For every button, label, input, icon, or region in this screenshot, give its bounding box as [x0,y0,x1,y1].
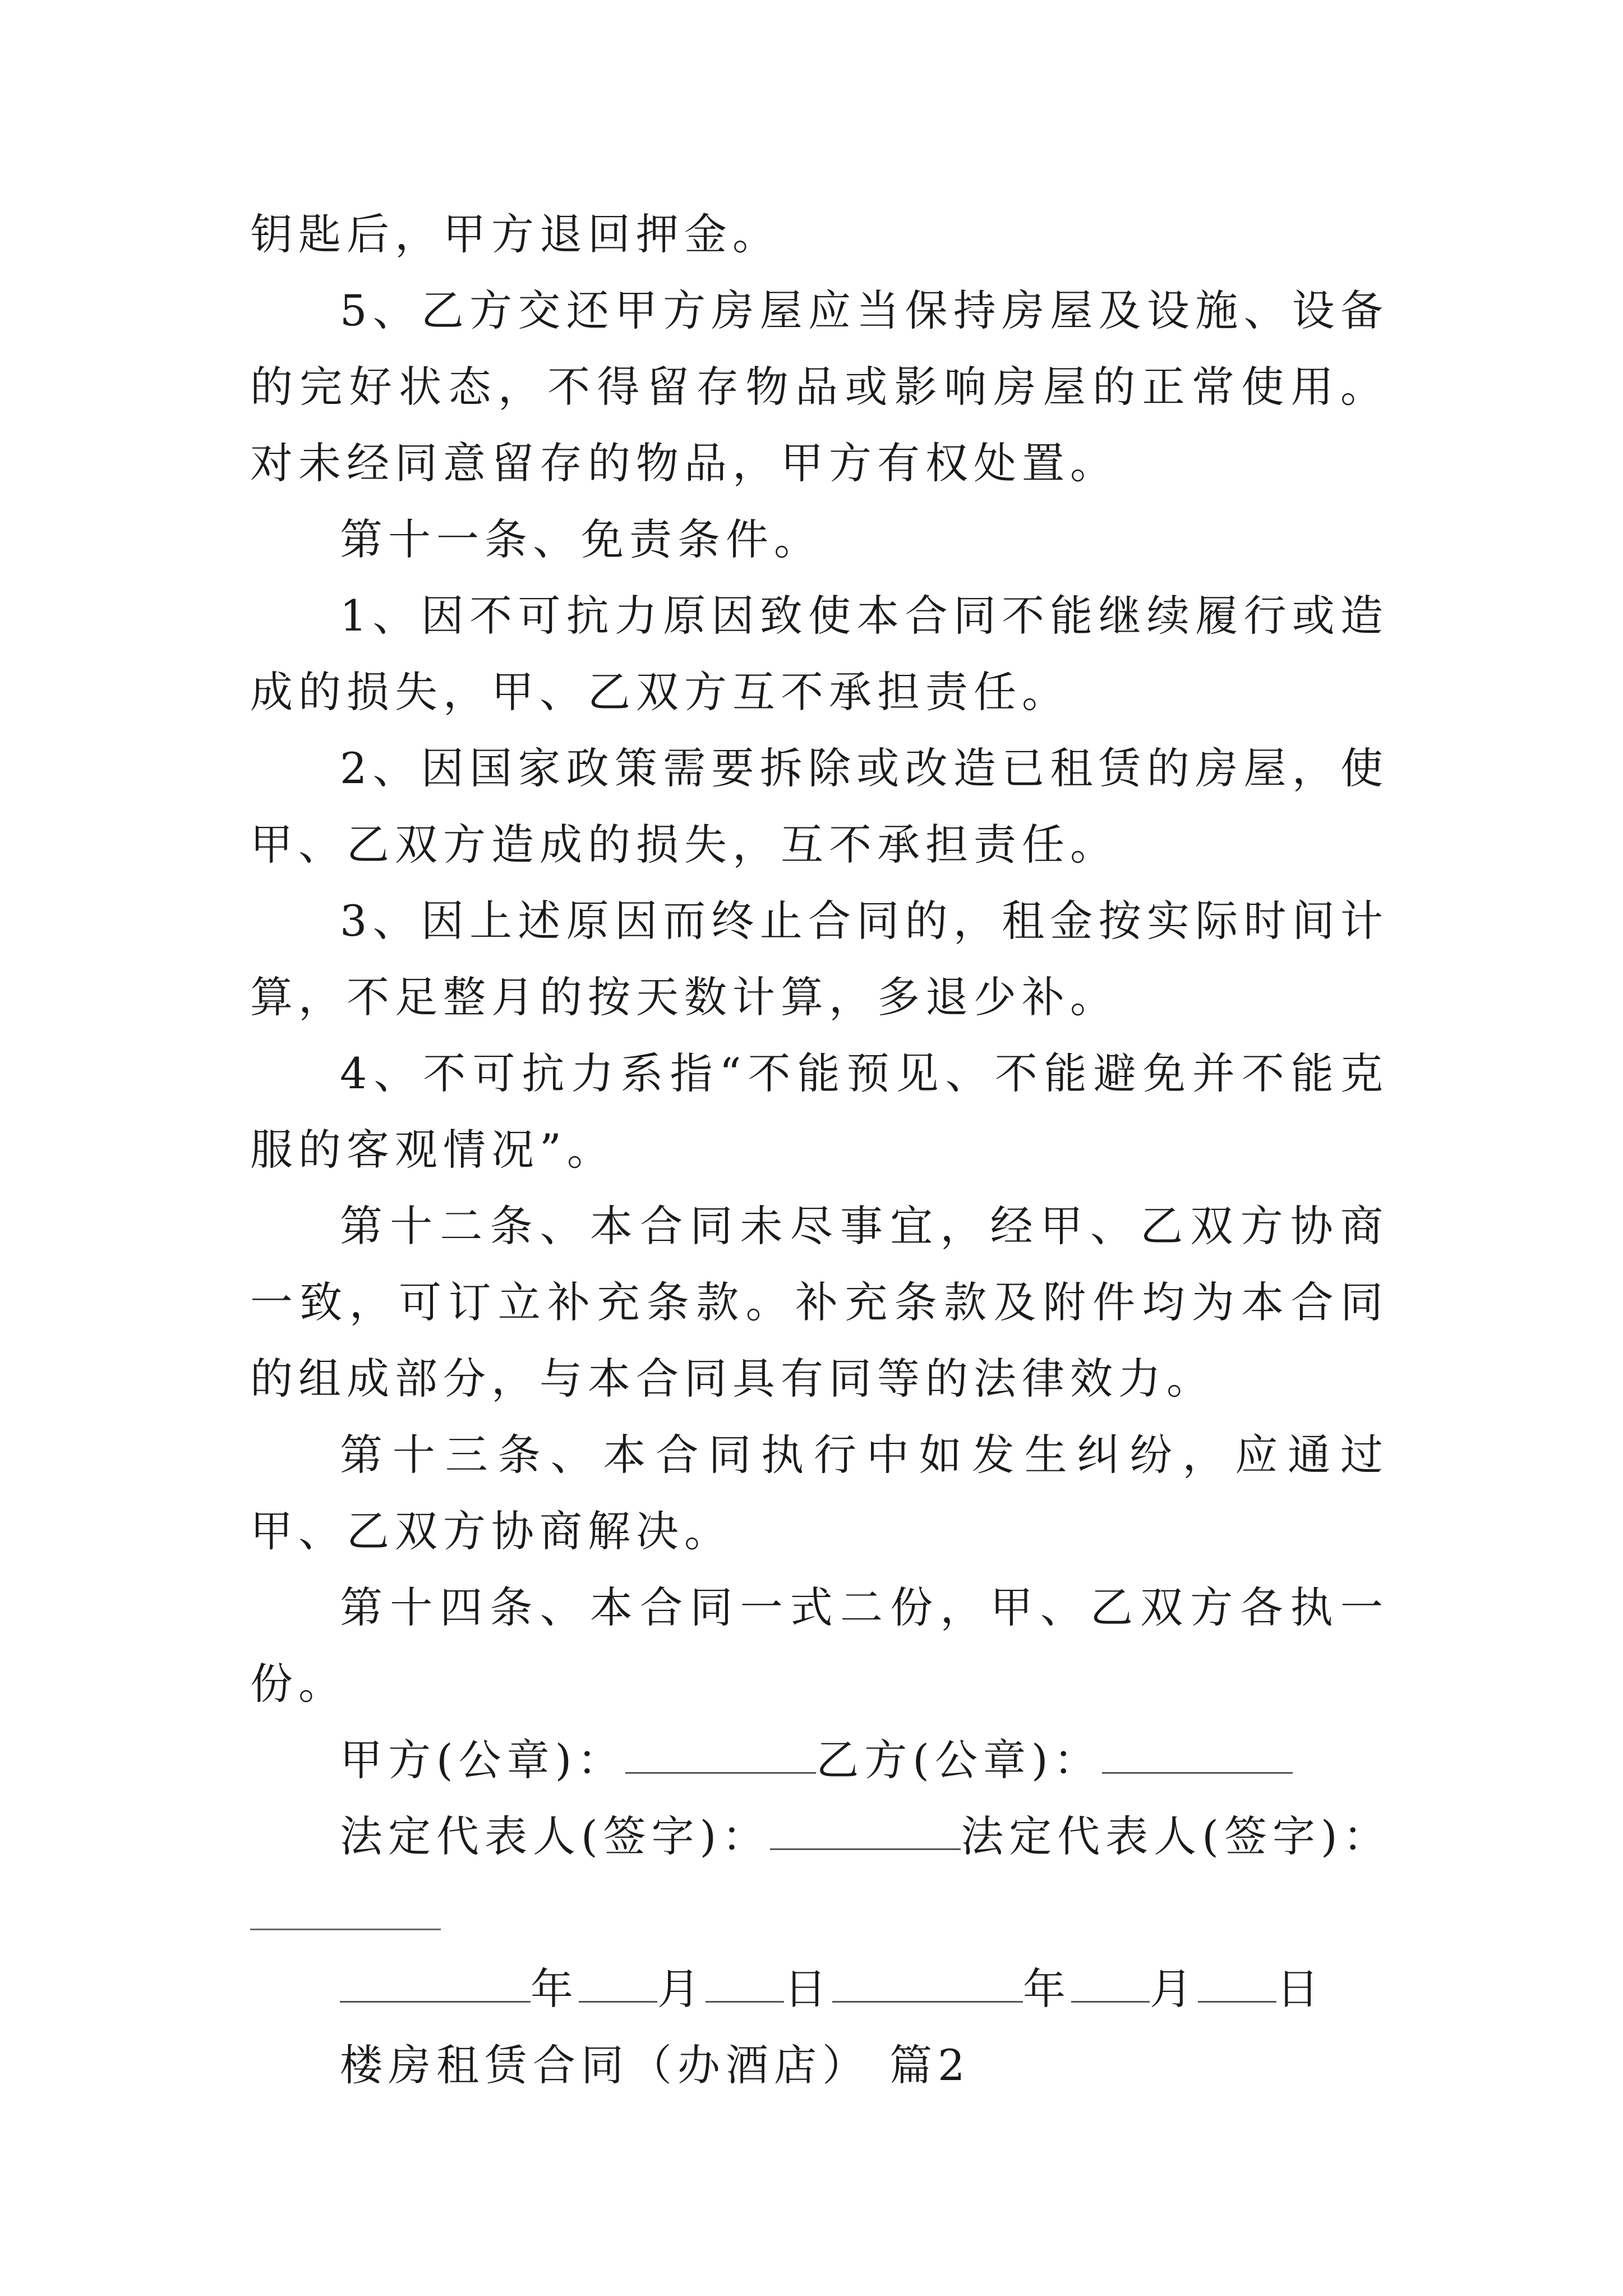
paragraph-7: 第十二条、本合同未尽事宜，经甲、乙双方协商一致，可订立补充条款。补充条款及附件均为本合同的组成部分，与本合同具有同等的法律效力。 [250,1201,1389,1404]
seal-line [250,1722,1389,1798]
year-b-label: 年 [1023,1964,1071,2014]
paragraph-5: 3、因上述原因而终止合同的，租金按实际时间计算，不足整月的按天数计算，多退少补。 [250,896,1389,1022]
paragraph-2: 第十一条、免责条件。 [340,514,822,564]
month-b-label: 月 [1150,1964,1198,2014]
party-b-seal-label: 乙方(公章)： [816,1735,1102,1785]
month-a-label: 月 [657,1964,706,2014]
year-a-label: 年 [531,1964,579,2014]
contract-text [250,196,1389,2104]
paragraph-1: 5、乙方交还甲方房屋应当保持房屋及设施、设备的完好状态，不得留存物品或影响房屋的正常使用。对未经同意留存的物品，甲方有权处置。 [250,286,1389,488]
paragraph-6: 4、不可抗力系指“不能预见、不能避免并不能克服的客观情况”。 [250,1048,1389,1175]
day-a-blank [706,1955,784,2003]
paragraph-4: 2、因国家政策需要拆除或改造已租赁的房屋，使甲、乙双方造成的损失，互不承担责任。 [250,743,1389,869]
year-b-blank [832,1955,1023,2003]
month-b-blank [1071,1955,1150,2003]
day-b-label: 日 [1276,1964,1325,2014]
month-a-blank [579,1955,657,2003]
paragraph-0: 钥匙后，甲方退回押金。 [250,209,781,259]
paragraph-8: 第十三条、本合同执行中如发生纠纷，应通过甲、乙双方协商解决。 [250,1430,1389,1556]
day-b-blank [1198,1955,1276,2003]
year-a-blank [340,1955,531,2003]
party-b-seal-blank [1102,1726,1293,1774]
paragraph-9: 第十四条、本合同一式二份，甲、乙双方各执一份。 [250,1582,1389,1709]
party-b-rep-blank [250,1929,441,1930]
party-a-seal-blank [625,1726,816,1774]
date-line [250,1951,1389,2027]
party-a-rep-blank [770,1802,961,1850]
party-a-seal-label: 甲方(公章)： [340,1735,626,1785]
party-b-rep-blank-row [250,1875,1389,1951]
day-a-label: 日 [784,1964,832,2014]
next-section-title: 楼房租赁合同（办酒店） 篇2 [340,2040,971,2090]
paragraph-3: 1、因不可抗力原因致使本合同不能继续履行或造成的损失，甲、乙双方互不承担责任。 [250,591,1389,717]
representative-line [250,1798,1389,1875]
party-a-rep-label: 法定代表人(签字)： [340,1811,771,1861]
party-b-rep-label: 法定代表人(签字)： [961,1811,1391,1861]
